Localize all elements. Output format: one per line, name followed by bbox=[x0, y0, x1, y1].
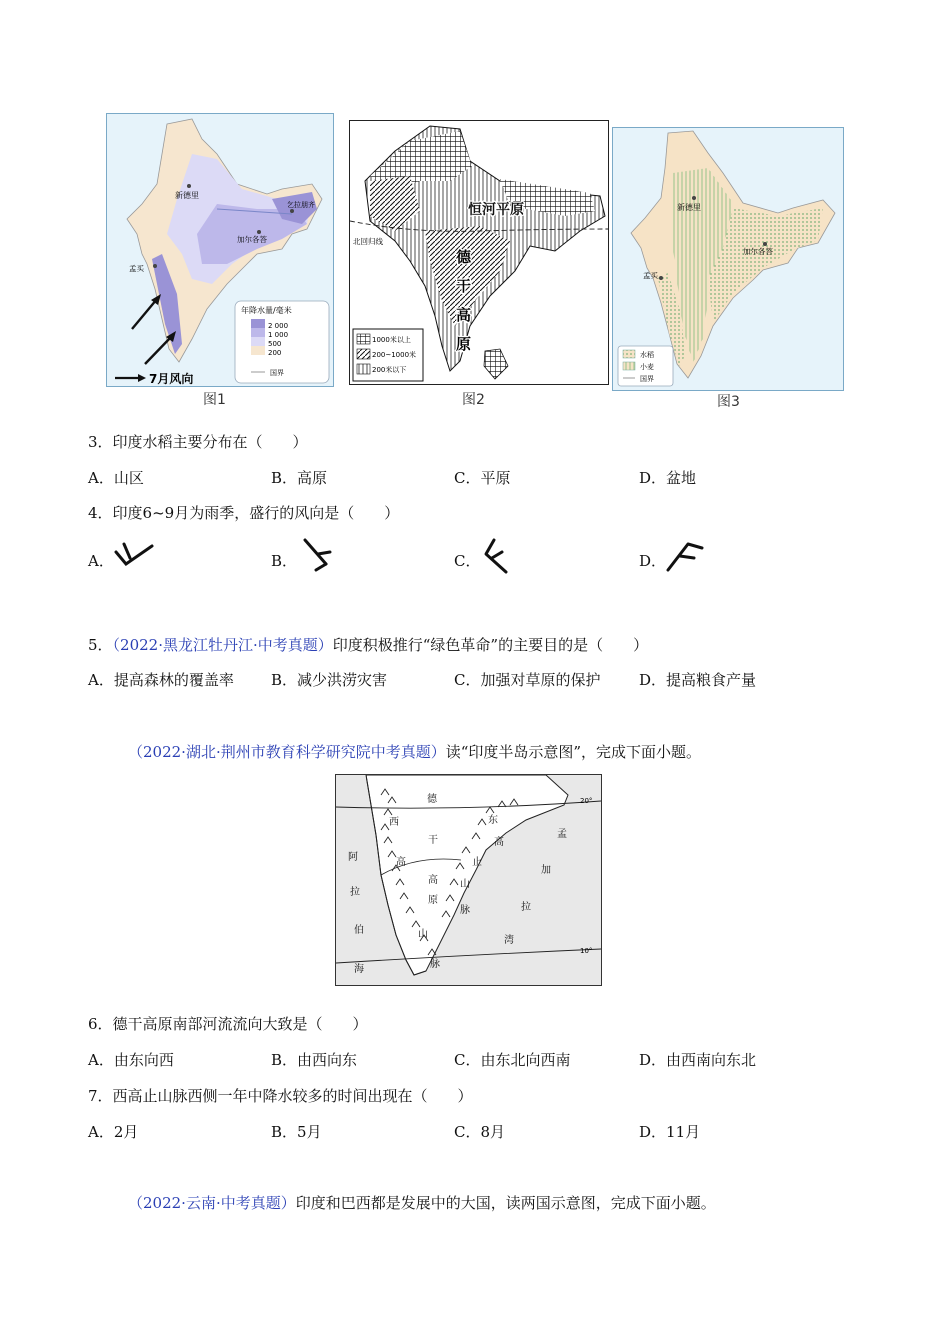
fig1-legend-2000: 2 000 bbox=[268, 322, 289, 330]
fig1-city-cherrapunji: 乞拉朋齐 bbox=[287, 201, 315, 209]
question-7 bbox=[88, 1086, 473, 1106]
fig1-legend-border: 国界 bbox=[270, 369, 284, 377]
question-3 bbox=[88, 432, 308, 452]
question-3-option-a[interactable]: A．山区 bbox=[88, 469, 144, 487]
intro-2-text: 印度和巴西都是发展中的大国，读两国示意图，完成下面小题。 bbox=[295, 1194, 716, 1212]
map-label-jia: 加 bbox=[541, 865, 551, 876]
question-7-option-d[interactable]: D．11月 bbox=[639, 1123, 701, 1141]
question-5-number: 5． bbox=[88, 636, 113, 654]
fig1-city-kolkata: 加尔各答 bbox=[237, 235, 267, 244]
fig2-plateau-char-1: 德 bbox=[456, 248, 472, 266]
question-6 bbox=[88, 1014, 368, 1034]
map-label-shan-e: 山 bbox=[460, 879, 470, 890]
question-7-number: 7． bbox=[88, 1087, 113, 1105]
map-label-mai-e: 脉 bbox=[460, 905, 470, 916]
fig2-plateau-char-2: 干 bbox=[456, 277, 472, 295]
map-label-mai-w: 脉 bbox=[430, 959, 440, 970]
fig3-city-kolkata: 加尔各答 bbox=[743, 247, 773, 256]
map-label-a: 阿 bbox=[348, 852, 358, 863]
question-4-text: 印度6~9月为雨季，盛行的风向是（ ） bbox=[112, 504, 400, 522]
question-7-option-b[interactable]: B．5月 bbox=[271, 1123, 322, 1141]
fig1-city-mumbai: 孟买 bbox=[129, 264, 144, 273]
fig1-caption: 图1 bbox=[203, 392, 226, 408]
fig3-city-mumbai: 孟买 bbox=[643, 271, 658, 280]
question-5-option-c[interactable]: C．加强对草原的保护 bbox=[454, 671, 601, 689]
fig3-legend-wheat: 小麦 bbox=[640, 363, 654, 371]
question-6-option-c[interactable]: C．由东北向西南 bbox=[454, 1051, 571, 1069]
question-6-text: 德干高原南部河流流向大致是（ ） bbox=[112, 1015, 368, 1033]
question-5-option-d[interactable]: D．提高粮食产量 bbox=[639, 671, 757, 689]
question-4-option-a-label: A． bbox=[88, 552, 114, 570]
map-label-la-w: 拉 bbox=[350, 887, 360, 898]
section-intro-2 bbox=[128, 1193, 716, 1213]
intro-2-source: （2022·云南·中考真题） bbox=[128, 1194, 296, 1212]
map-label-gao-e: 高 bbox=[494, 837, 504, 848]
question-7-text: 西高止山脉西侧一年中降水较多的时间出现在（ ） bbox=[112, 1087, 473, 1105]
question-4-option-d[interactable] bbox=[639, 551, 666, 571]
intro-1-source: （2022·湖北·荆州市教育科学研究院中考真题） bbox=[128, 743, 446, 761]
terrain-map-svg bbox=[350, 121, 608, 384]
question-5-source: （2022·黑龙江牡丹江·中考真题） bbox=[112, 636, 333, 654]
map-label-xi: 西 bbox=[389, 817, 399, 828]
rainfall-map-svg bbox=[107, 114, 333, 386]
map-label-gao-mid: 高 bbox=[428, 875, 438, 886]
fig2-caption: 图2 bbox=[462, 392, 485, 408]
fig2-plateau-char-4: 原 bbox=[456, 335, 472, 353]
map-label-meng: 孟 bbox=[557, 829, 567, 840]
map-label-dong: 东 bbox=[488, 815, 498, 826]
question-3-option-b[interactable]: B．高原 bbox=[271, 469, 328, 487]
question-4-option-d-label: D． bbox=[639, 552, 667, 570]
map-label-shan-w: 山 bbox=[418, 929, 428, 940]
question-5-text: 印度积极推行“绿色革命”的主要目的是（ ） bbox=[332, 636, 649, 654]
crop-map-svg bbox=[613, 128, 843, 390]
question-3-text: 印度水稻主要分布在（ ） bbox=[112, 433, 308, 451]
intro-1-text: 读“印度半岛示意图”，完成下面小题。 bbox=[445, 743, 702, 761]
wind-symbol-d-icon bbox=[664, 538, 706, 574]
figure-2-terrain-map bbox=[349, 120, 609, 385]
section-intro-1 bbox=[128, 742, 701, 762]
fig1-legend-200: 200 bbox=[268, 349, 282, 357]
fig3-legend-rice: 水稻 bbox=[640, 351, 654, 359]
fig2-plain-label: 恒河平原 bbox=[468, 202, 524, 218]
question-6-option-b[interactable]: B．由西向东 bbox=[271, 1051, 358, 1069]
question-5-option-b[interactable]: B．减少洪涝灾害 bbox=[271, 671, 388, 689]
fig3-legend-border: 国界 bbox=[640, 375, 654, 383]
fig3-city-delhi: 新德里 bbox=[677, 203, 701, 212]
question-4-option-c-label: C． bbox=[454, 552, 481, 570]
fig2-tropic-label: 北回归线 bbox=[353, 237, 383, 246]
map-label-gan: 干 bbox=[428, 835, 438, 846]
fig1-wind-label: 7月风向 bbox=[149, 372, 194, 386]
map-label-de: 德 bbox=[427, 794, 437, 805]
wind-symbol-a-icon bbox=[112, 538, 156, 572]
fig3-caption: 图3 bbox=[717, 394, 740, 410]
map-label-hai: 海 bbox=[354, 964, 364, 975]
fig2-legend-mid: 200~1000米 bbox=[372, 351, 417, 359]
question-5 bbox=[88, 635, 648, 655]
question-3-option-d[interactable]: D．盆地 bbox=[639, 469, 697, 487]
question-3-number: 3． bbox=[88, 433, 113, 451]
question-4 bbox=[88, 503, 399, 523]
fig2-legend-high: 1000米以上 bbox=[372, 336, 411, 344]
lat-20-label: 20° bbox=[580, 797, 593, 805]
question-6-option-d[interactable]: D．由西南向东北 bbox=[639, 1051, 757, 1069]
peninsula-map-svg bbox=[336, 775, 601, 985]
figure-1-rainfall-map bbox=[106, 113, 334, 387]
fig2-legend-low: 200米以下 bbox=[372, 366, 407, 374]
fig1-legend-title: 年降水量/毫米 bbox=[241, 306, 292, 315]
question-3-option-c[interactable]: C．平原 bbox=[454, 469, 511, 487]
fig1-legend-500: 500 bbox=[268, 340, 282, 348]
map-label-zhi-e: 止 bbox=[472, 857, 482, 868]
question-5-option-a[interactable]: A．提高森林的覆盖率 bbox=[88, 671, 234, 689]
wind-symbol-b-icon bbox=[300, 536, 336, 574]
peninsula-map bbox=[335, 774, 602, 986]
map-label-wan: 湾 bbox=[504, 935, 514, 946]
question-7-option-c[interactable]: C．8月 bbox=[454, 1123, 506, 1141]
question-6-number: 6． bbox=[88, 1015, 113, 1033]
question-7-option-a[interactable]: A．2月 bbox=[88, 1123, 139, 1141]
wind-symbol-c-icon bbox=[480, 536, 514, 576]
lat-10-label: 10° bbox=[580, 947, 593, 955]
map-label-gao-w: 高 bbox=[396, 857, 406, 868]
question-4-option-b[interactable] bbox=[271, 551, 297, 571]
fig1-city-delhi: 新德里 bbox=[175, 191, 199, 200]
question-6-option-a[interactable]: A．由东向西 bbox=[88, 1051, 174, 1069]
map-label-bo: 伯 bbox=[354, 925, 364, 936]
question-4-option-a[interactable] bbox=[88, 551, 114, 571]
question-4-option-c[interactable] bbox=[454, 551, 480, 571]
question-4-number: 4． bbox=[88, 504, 113, 522]
map-label-la-e: 拉 bbox=[521, 902, 531, 913]
figure-3-crop-map bbox=[612, 127, 844, 391]
map-label-yuan: 原 bbox=[428, 895, 438, 906]
fig1-legend-1000: 1 000 bbox=[268, 331, 289, 339]
fig2-plateau-char-3: 高 bbox=[456, 306, 472, 324]
question-4-option-b-label: B． bbox=[271, 552, 298, 570]
